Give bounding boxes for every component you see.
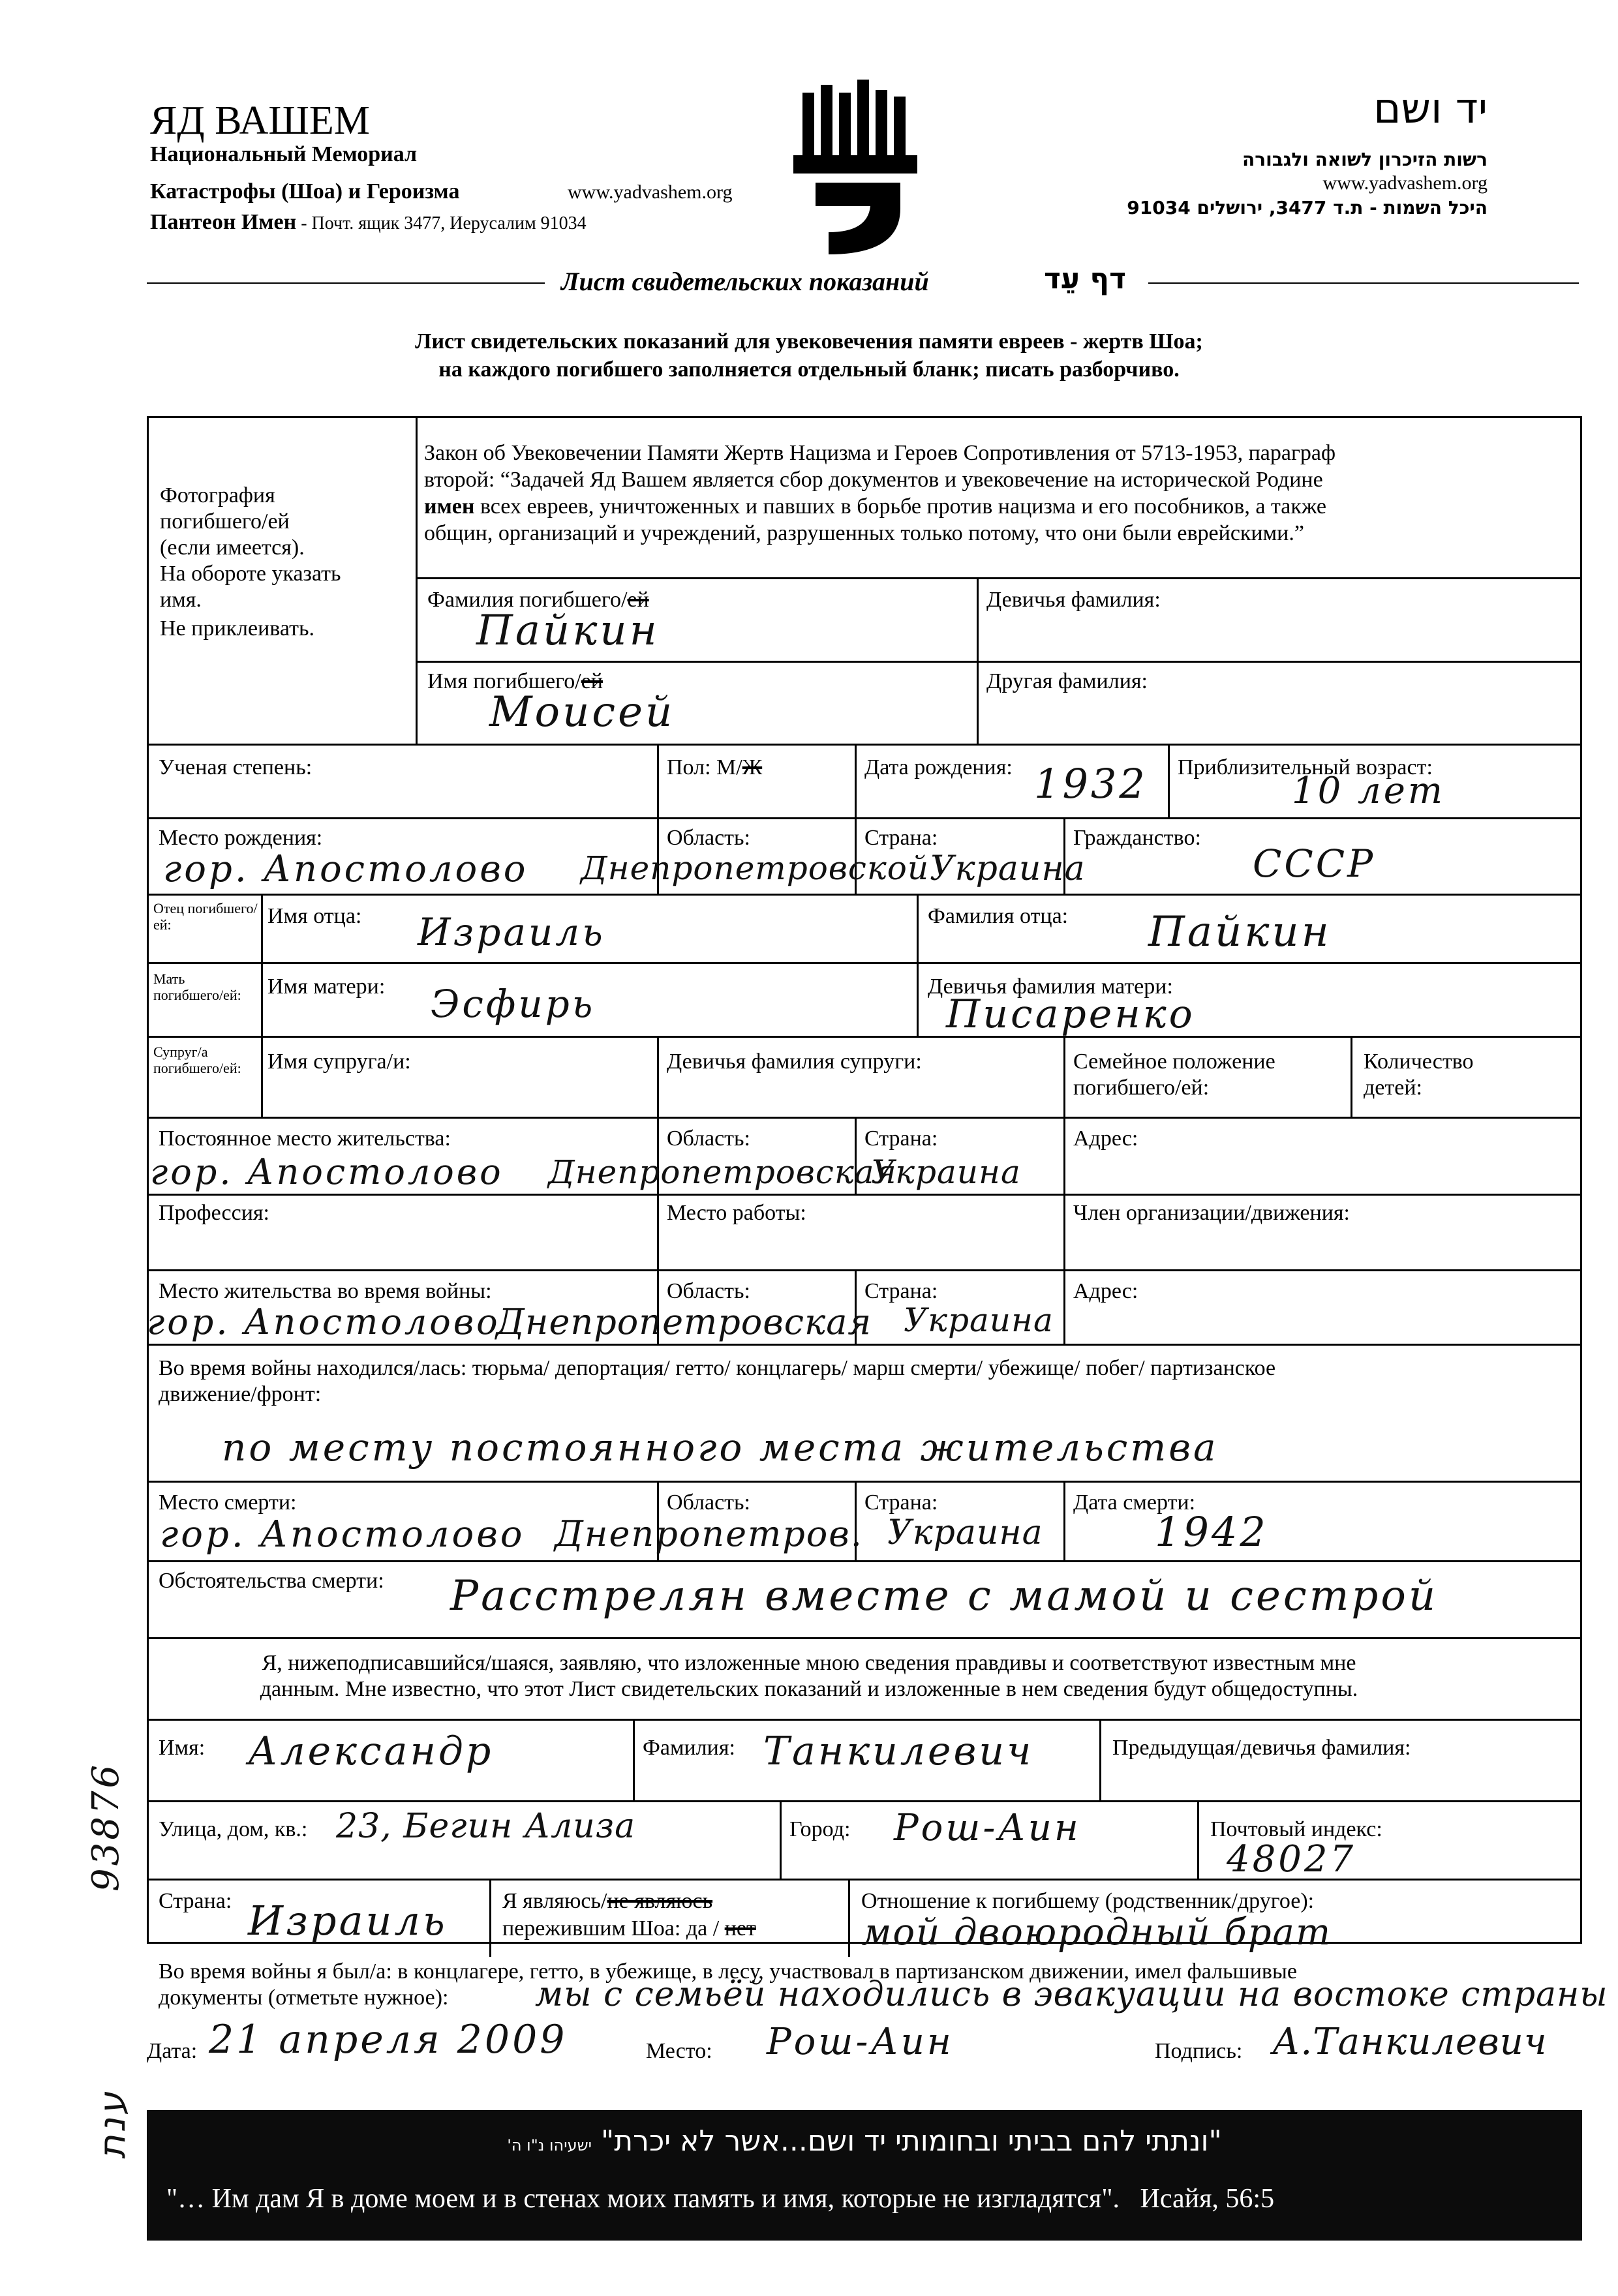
death-circumstances-value[interactable]: Расстрелян вместе с мамой и сестрой <box>450 1572 1439 1620</box>
rule <box>1168 744 1170 817</box>
rule <box>848 1879 850 1957</box>
photo-label-1: Фотография <box>160 483 275 507</box>
zip-label: Почтовый индекс: <box>1210 1817 1382 1841</box>
photo-label-5: имя. <box>160 588 202 612</box>
law-text-4: общин, организаций и учреждений, разрушенных только потому, что они были еврейскими.” <box>424 521 1304 545</box>
submitter-country-value[interactable]: Израиль <box>248 1897 448 1944</box>
profession-label: Профессия: <box>159 1201 269 1225</box>
war-residence-label: Место жительства во время войны: <box>159 1279 492 1303</box>
war-address-label: Адрес: <box>1073 1279 1138 1303</box>
submitter-wartime-value[interactable]: мы с семьёй находились в эвакуации на востоке страны <box>535 1975 1608 2014</box>
org-subtitle-1: Национальный Мемориал <box>150 142 418 166</box>
rule <box>1197 1800 1199 1879</box>
perm-residence-label: Постоянное место жительства: <box>159 1126 451 1151</box>
death-place-value[interactable]: гор. Апостолово <box>160 1513 525 1556</box>
submitter-name-label: Имя: <box>159 1736 206 1760</box>
father-surname-label: Фамилия отца: <box>928 904 1069 928</box>
death-region-value[interactable]: Днепропетров. <box>555 1513 863 1554</box>
law-text-2: второй: “Задачей Яд Вашем является сбор документов и увековечение на исторической Родине <box>424 468 1323 492</box>
victim-surname-label: Фамилия погибшего/ей <box>427 588 649 612</box>
submitter-prev-name-label: Предыдущая/девичья фамилия: <box>1112 1736 1411 1760</box>
rule <box>147 1560 1582 1562</box>
death-circumstances-label: Обстоятельства смерти: <box>159 1569 384 1593</box>
rule <box>147 894 1582 896</box>
rule <box>147 1637 1582 1639</box>
side-hebrew-note: ענת <box>91 2089 134 2159</box>
sex-label: Пол: М/Ж <box>667 755 763 779</box>
survivor-label-2: пережившим Шоа: да / нет <box>502 1916 756 1941</box>
submitter-surname-value[interactable]: Танкилевич <box>763 1729 1034 1774</box>
father-name-value[interactable]: Израиль <box>418 910 605 954</box>
during-war-label-1: Во время войны находился/лась: тюрьма/ депортация/ гетто/ концлагерь/ марш смерти/ убежище/ побег/ партизанское <box>159 1356 1276 1380</box>
rule <box>147 1481 1582 1483</box>
submitter-wartime-label-2: документы (отметьте нужное): <box>159 1986 449 2010</box>
other-surname-label: Другая фамилия: <box>986 669 1148 693</box>
birth-region-value[interactable]: Днепропетровской <box>581 849 930 887</box>
rule <box>977 577 979 744</box>
rule <box>147 1719 1582 1721</box>
mother-side-label: Мать погибшего/ей: <box>153 971 241 1004</box>
org-address-left: Пантеон Имен - Почт. ящик 3477, Иерусалим 91034 <box>150 210 587 234</box>
children-label-2: детей: <box>1364 1076 1422 1100</box>
form-title-hebrew: דף עֵד <box>1044 262 1126 295</box>
quote-banner <box>147 2110 1582 2241</box>
war-country-value[interactable]: Украина <box>904 1301 1054 1339</box>
rule <box>147 962 1582 964</box>
photo-label-6: Не приклеивать. <box>160 616 314 641</box>
during-war-value[interactable]: по месту постоянного места жительства <box>222 1425 1219 1470</box>
place-value[interactable]: Рош-Аин <box>767 2021 954 2063</box>
rule <box>780 1800 782 1879</box>
street-value[interactable]: 23, Бегин Ализа <box>336 1807 636 1846</box>
rule <box>416 577 1582 579</box>
death-date-label: Дата смерти: <box>1073 1490 1196 1515</box>
war-region-label: Область: <box>667 1279 750 1303</box>
father-surname-value[interactable]: Пайкин <box>1148 908 1332 956</box>
rule <box>489 1879 491 1957</box>
death-country-value[interactable]: Украина <box>887 1513 1043 1552</box>
org-title: ЯД ВАШЕМ <box>150 98 370 143</box>
survivor-label-1: Я являюсь/не являюсь <box>502 1889 713 1913</box>
rule <box>147 1036 1582 1038</box>
rule <box>1099 1719 1101 1800</box>
quote-hebrew: "ונתתי להם בביתי ובחומותי יד ושם...אשר לא יכרת" ישעיהו נ"ו ה' <box>507 2124 1222 2158</box>
father-name-label: Имя отца: <box>267 904 362 928</box>
signature-value[interactable]: А.Танкилевич <box>1272 2021 1548 2063</box>
quote-russian: "… Им дам Я в доме моем и в стенах моих память и имя, которые не изгладятся". Исайя, 56:5 <box>166 2184 1275 2214</box>
submitter-wartime-label-1: Во время войны я был/а: в концлагере, гетто, в убежище, в лесу, участвовал в партизанском движении, имел фальшивые <box>159 1959 1297 1984</box>
perm-country-value[interactable]: Украина <box>871 1153 1021 1191</box>
birthplace-value[interactable]: гор. Апостолово <box>163 848 528 890</box>
death-place-label: Место смерти: <box>159 1490 297 1515</box>
title-rule-left <box>147 282 545 284</box>
war-country-label: Страна: <box>864 1279 938 1303</box>
photo-label-2: погибшего/ей <box>160 509 290 534</box>
city-value[interactable]: Рош-Аин <box>894 1807 1081 1849</box>
org-subtitle-2: Катастрофы (Шоа) и Героизма <box>150 179 460 204</box>
approx-age-label: Приблизительный возраст: <box>1178 755 1433 779</box>
workplace-label: Место работы: <box>667 1201 806 1225</box>
victim-first-name-value[interactable]: Моисей <box>489 688 675 736</box>
law-text-3: имен всех евреев, уничтоженных и павших в борьбе против нацизма и его пособников, а также <box>424 494 1326 519</box>
rule <box>147 1117 1582 1119</box>
relation-label: Отношение к погибшему (родственник/другое): <box>861 1889 1315 1913</box>
children-label-1: Количество <box>1364 1050 1474 1074</box>
yad-vashem-logo-icon <box>789 78 926 261</box>
birthplace-label: Место рождения: <box>159 826 323 850</box>
rule <box>147 744 1582 746</box>
birth-country-value[interactable]: Украина <box>930 849 1086 888</box>
birth-country-label: Страна: <box>864 826 938 850</box>
maiden-name-label: Девичья фамилия: <box>986 588 1161 612</box>
approx-age-value[interactable]: 10 лет <box>1292 770 1445 812</box>
rule <box>917 894 919 1036</box>
rule <box>416 416 418 744</box>
photo-label-4: На обороте указать <box>160 562 341 586</box>
marital-status-label-1: Семейное положение <box>1073 1050 1275 1074</box>
citizenship-label: Гражданство: <box>1073 826 1201 850</box>
declaration-line-2: данным. Мне известно, что этот Лист свидетельских показаний и изложенные в нем сведения будут общедоступны. <box>260 1677 1358 1701</box>
declaration-line-1: Я, нижеподписавшийся/шаяся, заявляю, что изложенные мною сведения правдивы и соответствуют известным мне <box>262 1651 1356 1675</box>
photo-label-3: (если имеется). <box>160 536 305 560</box>
rule <box>147 1879 1582 1881</box>
degree-label: Ученая степень: <box>159 755 313 779</box>
birth-region-label: Область: <box>667 826 750 850</box>
rule <box>147 817 1582 819</box>
rule <box>633 1719 635 1800</box>
rule <box>1063 1481 1065 1560</box>
rule <box>147 1269 1582 1271</box>
perm-residence-value[interactable]: гор. Апостолово <box>150 1151 504 1192</box>
rule <box>261 894 263 1117</box>
rule <box>147 1800 1582 1802</box>
rule <box>1351 1036 1352 1117</box>
dob-value[interactable]: 1932 <box>1034 760 1148 808</box>
rule <box>147 1344 1582 1346</box>
perm-address-label: Адрес: <box>1073 1126 1138 1151</box>
signature-label: Подпись: <box>1155 2039 1243 2063</box>
date-value[interactable]: 21 апреля 2009 <box>209 2017 568 2062</box>
perm-region-label: Область: <box>667 1126 750 1151</box>
mother-name-label: Имя матери: <box>267 974 386 999</box>
spouse-maiden-label: Девичья фамилия супруги: <box>667 1050 922 1074</box>
rule <box>1063 1269 1065 1344</box>
during-war-label-2: движение/фронт: <box>159 1382 322 1406</box>
citizenship-value[interactable]: СССР <box>1253 841 1376 886</box>
hebrew-title: יד ושם <box>1373 85 1488 133</box>
membership-label: Член организации/движения: <box>1073 1201 1350 1225</box>
date-label: Дата: <box>147 2039 198 2063</box>
mother-name-value[interactable]: Эсфирь <box>431 982 596 1026</box>
place-label: Место: <box>646 2039 712 2063</box>
rule <box>855 744 857 817</box>
war-region-value[interactable]: Днепропетровская <box>496 1301 872 1342</box>
hebrew-address: היכל השמות - ת.ד 3477, ירושלים 91034 <box>1127 197 1488 219</box>
rule <box>416 661 1582 663</box>
spouse-name-label: Имя супруга/и: <box>267 1050 411 1074</box>
submitter-country-label: Страна: <box>159 1889 232 1913</box>
title-rule-right <box>1148 282 1579 284</box>
victim-surname-value[interactable]: Пайкин <box>476 607 660 655</box>
rule <box>657 1117 659 1269</box>
rule <box>1063 1117 1065 1269</box>
rule <box>657 744 659 817</box>
war-residence-value[interactable]: гор. Апостолово <box>147 1301 500 1342</box>
victim-first-name-label: Имя погибшего/ей <box>427 669 603 693</box>
dob-label: Дата рождения: <box>864 755 1013 779</box>
submitter-name-value[interactable]: Александр <box>248 1729 494 1774</box>
marital-status-label-2: погибшего/ей: <box>1073 1076 1210 1100</box>
spouse-side-label: Супруг/а погибшего/ей: <box>153 1044 241 1077</box>
instructions-line-1: Лист свидетельских показаний для увековечения памяти евреев - жертв Шоа; <box>415 329 1203 354</box>
form-title: Лист свидетельских показаний <box>561 267 929 296</box>
rule <box>1063 1036 1065 1117</box>
instructions-line-2: на каждого погибшего заполняется отдельный бланк; писать разборчиво. <box>438 357 1180 382</box>
death-date-value[interactable]: 1942 <box>1155 1508 1268 1556</box>
street-label: Улица, дом, кв.: <box>159 1817 308 1841</box>
death-country-label: Страна: <box>864 1490 938 1515</box>
website-right: www.yadvashem.org <box>1322 172 1488 194</box>
relation-value[interactable]: мой двоюродный брат <box>861 1911 1332 1954</box>
perm-country-label: Страна: <box>864 1126 938 1151</box>
mother-maiden-label: Девичья фамилия матери: <box>928 974 1173 999</box>
law-text-1: Закон об Увековечении Памяти Жертв Нацизма и Героев Сопротивления от 5713-1953, параграф <box>424 441 1336 465</box>
hebrew-subtitle: רשות הזיכרון לשואה ולגבורה <box>1242 149 1488 170</box>
zip-value[interactable]: 48027 <box>1227 1838 1356 1881</box>
death-region-label: Область: <box>667 1490 750 1515</box>
rule <box>147 1194 1582 1196</box>
perm-region-value[interactable]: Днепропетровская <box>548 1153 897 1191</box>
rule <box>657 1036 659 1117</box>
website-left: www.yadvashem.org <box>568 181 733 203</box>
side-record-number: 93876 <box>85 1762 127 1892</box>
submitter-surname-label: Фамилия: <box>643 1736 735 1760</box>
city-label: Город: <box>789 1817 851 1841</box>
mother-maiden-value[interactable]: Писаренко <box>946 991 1195 1037</box>
father-side-label: Отец погибшего/ей: <box>153 900 258 933</box>
